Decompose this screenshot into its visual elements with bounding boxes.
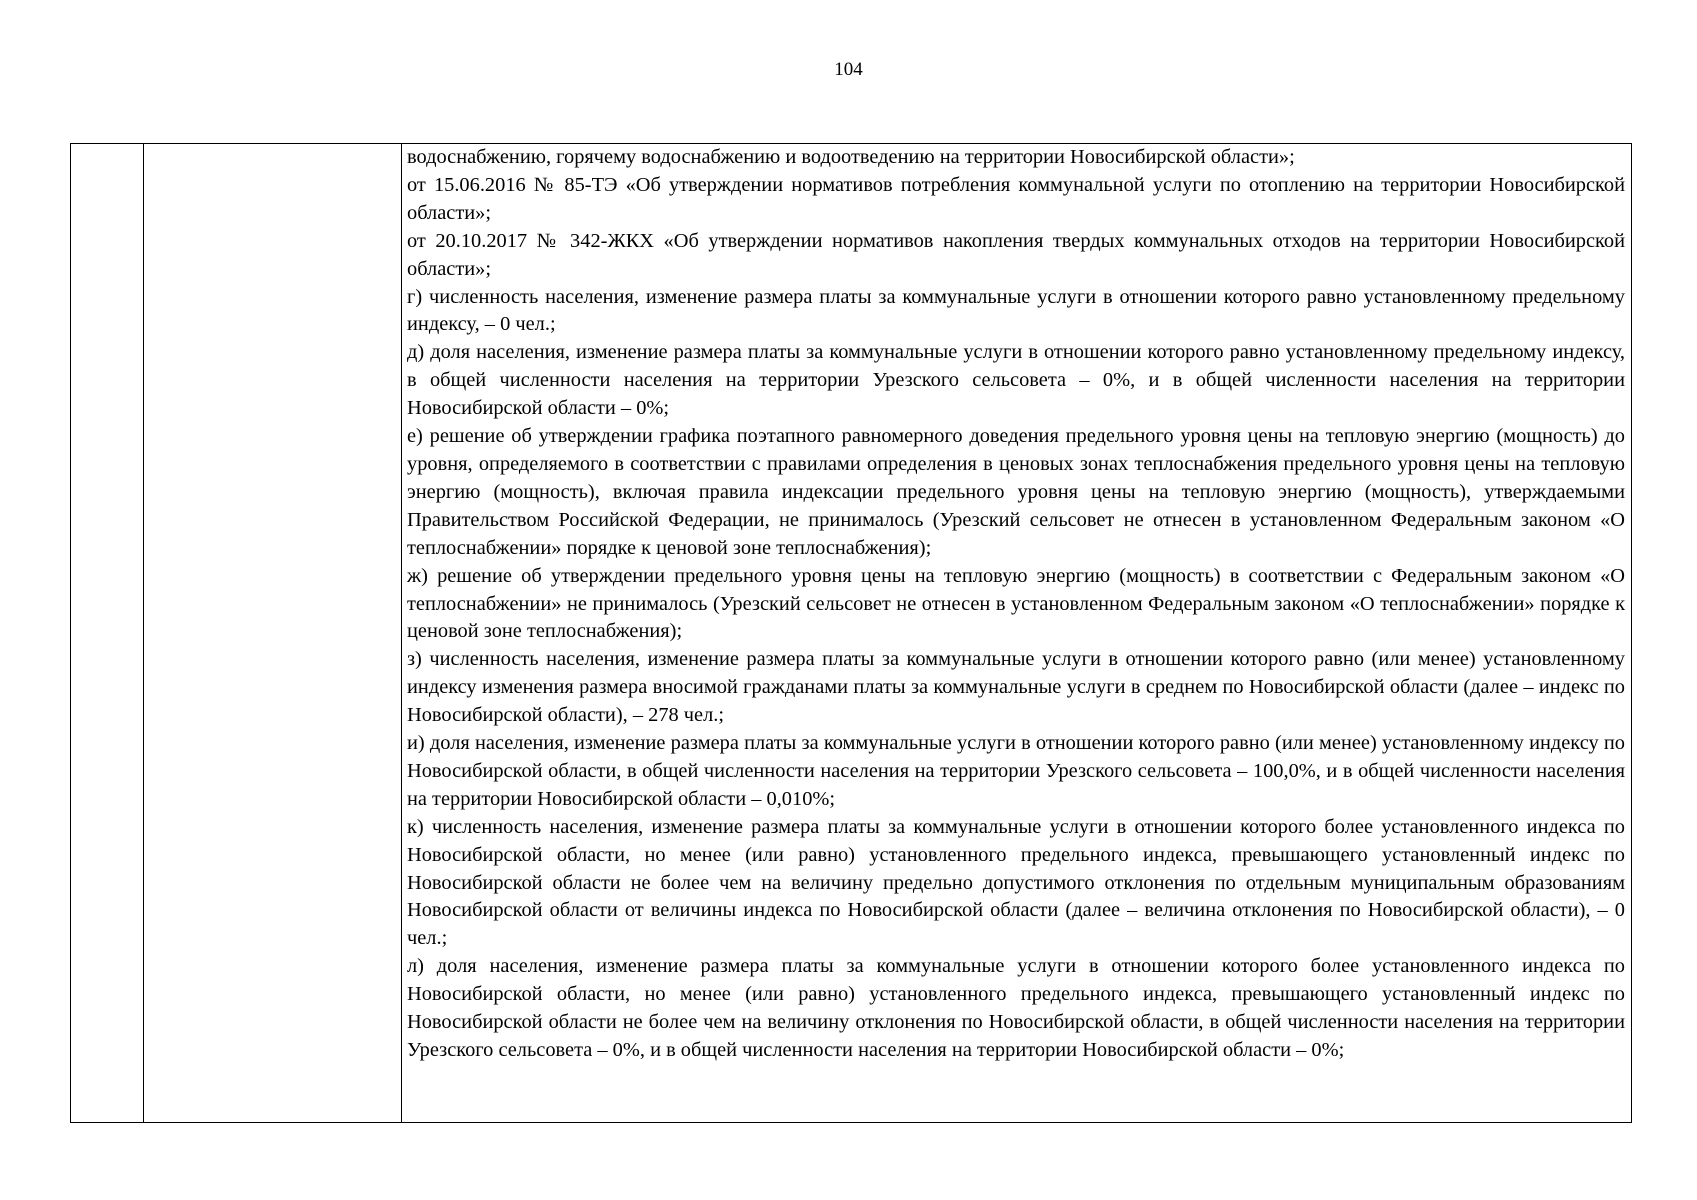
- table-cell-text: [407, 144, 1625, 1065]
- paragraph-item-z: з) численность населения, изменение размера платы за коммунальные услуги в отношении которого равно (или менее) установленному индексу изменения размера вносимой гражданами платы за коммунальные услуги в среднем по Новосибирской области (далее – индекс по Новосибирской области), – 278 чел.;: [407, 648, 1625, 727]
- document-table: [70, 143, 1632, 1123]
- paragraph-item-g: г) численность населения, изменение размера платы за коммунальные услуги в отношении которого равно установленному предельному индексу, – 0 чел.;: [407, 285, 1625, 336]
- paragraph-item-l: л) доля населения, изменение размера платы за коммунальные услуги в отношении которого более установленного индекса по Новосибирской области, но менее (или равно) установленного предельного индекса, превышающего установленный индекс по Новосибирской области не более чем на величину отклонения по Новосибирской области, в общей численности населения на территории Урезского сельсовета – 0%, и в общей численности населения на территории Новосибирской области – 0%;: [407, 955, 1625, 1061]
- paragraph-item-e: е) решение об утверждении графика поэтапного равномерного доведения предельного уровня цены на тепловую энергию (мощность) до уровня, определяемого в соответствии с правилами определения в ценовых зонах теплоснабжения предельного уровня цены на тепловую энергию (мощность), включая правила индексации предельного уровня цены на тепловую энергию (мощность), утверждаемыми Правительством Российской Федерации, не принималось (Урезский сельсовет не отнесен в установленном Федеральным законом «О теплоснабжении» порядке к ценовой зоне теплоснабжения);: [407, 425, 1625, 559]
- paragraph-item-d: д) доля населения, изменение размера платы за коммунальные услуги в отношении которого равно установленному предельному индексу, в общей численности населения на территории Урезского сельсовета – 0%, и в общей численности населения на территории Новосибирской области – 0%;: [407, 341, 1625, 420]
- paragraph-waste-norms: от 20.10.2017 № 342-ЖКХ «Об утверждении нормативов накопления твердых коммунальных отходов на территории Новосибирской области»;: [407, 229, 1625, 280]
- page-number: 104: [834, 59, 863, 80]
- paragraph-item-i: и) доля населения, изменение размера платы за коммунальные услуги в отношении которого равно (или менее) установленному индексу по Новосибирской области, в общей численности населения на территории Урезского сельсовета – 100,0%, и в общей численности населения на территории Новосибирской области – 0,010%;: [407, 732, 1625, 810]
- paragraph-item-k: к) численность населения, изменение размера платы за коммунальные услуги в отношении которого более установленного индекса по Новосибирской области, но менее (или равно) установленного предельного индекса, превышающего установленный индекс по Новосибирской области не более чем на величину предельно допустимого отклонения по отдельным муниципальным образованиям Новосибирской области от величины индекса по Новосибирской области (далее – величина отклонения по Новосибирской области), – 0 чел.;: [407, 815, 1625, 950]
- column-divider: [401, 144, 402, 1122]
- paragraph-heating-norms: от 15.06.2016 № 85-ТЭ «Об утверждении нормативов потребления коммунальной услуги по отоплению на территории Новосибирской области»;: [407, 173, 1625, 224]
- column-divider: [143, 144, 144, 1122]
- paragraph-water-supply-tail: водоснабжению, горячему водоснабжению и водоотведению на территории Новосибирской области»;: [407, 146, 1295, 168]
- paragraph-item-zh: ж) решение об утверждении предельного уровня цены на тепловую энергию (мощность) в соответствии с Федеральным законом «О теплоснабжении» не принималось (Урезский сельсовет не отнесен в установленном Федеральным законом «О теплоснабжении» порядке к ценовой зоне теплоснабжения);: [407, 564, 1625, 643]
